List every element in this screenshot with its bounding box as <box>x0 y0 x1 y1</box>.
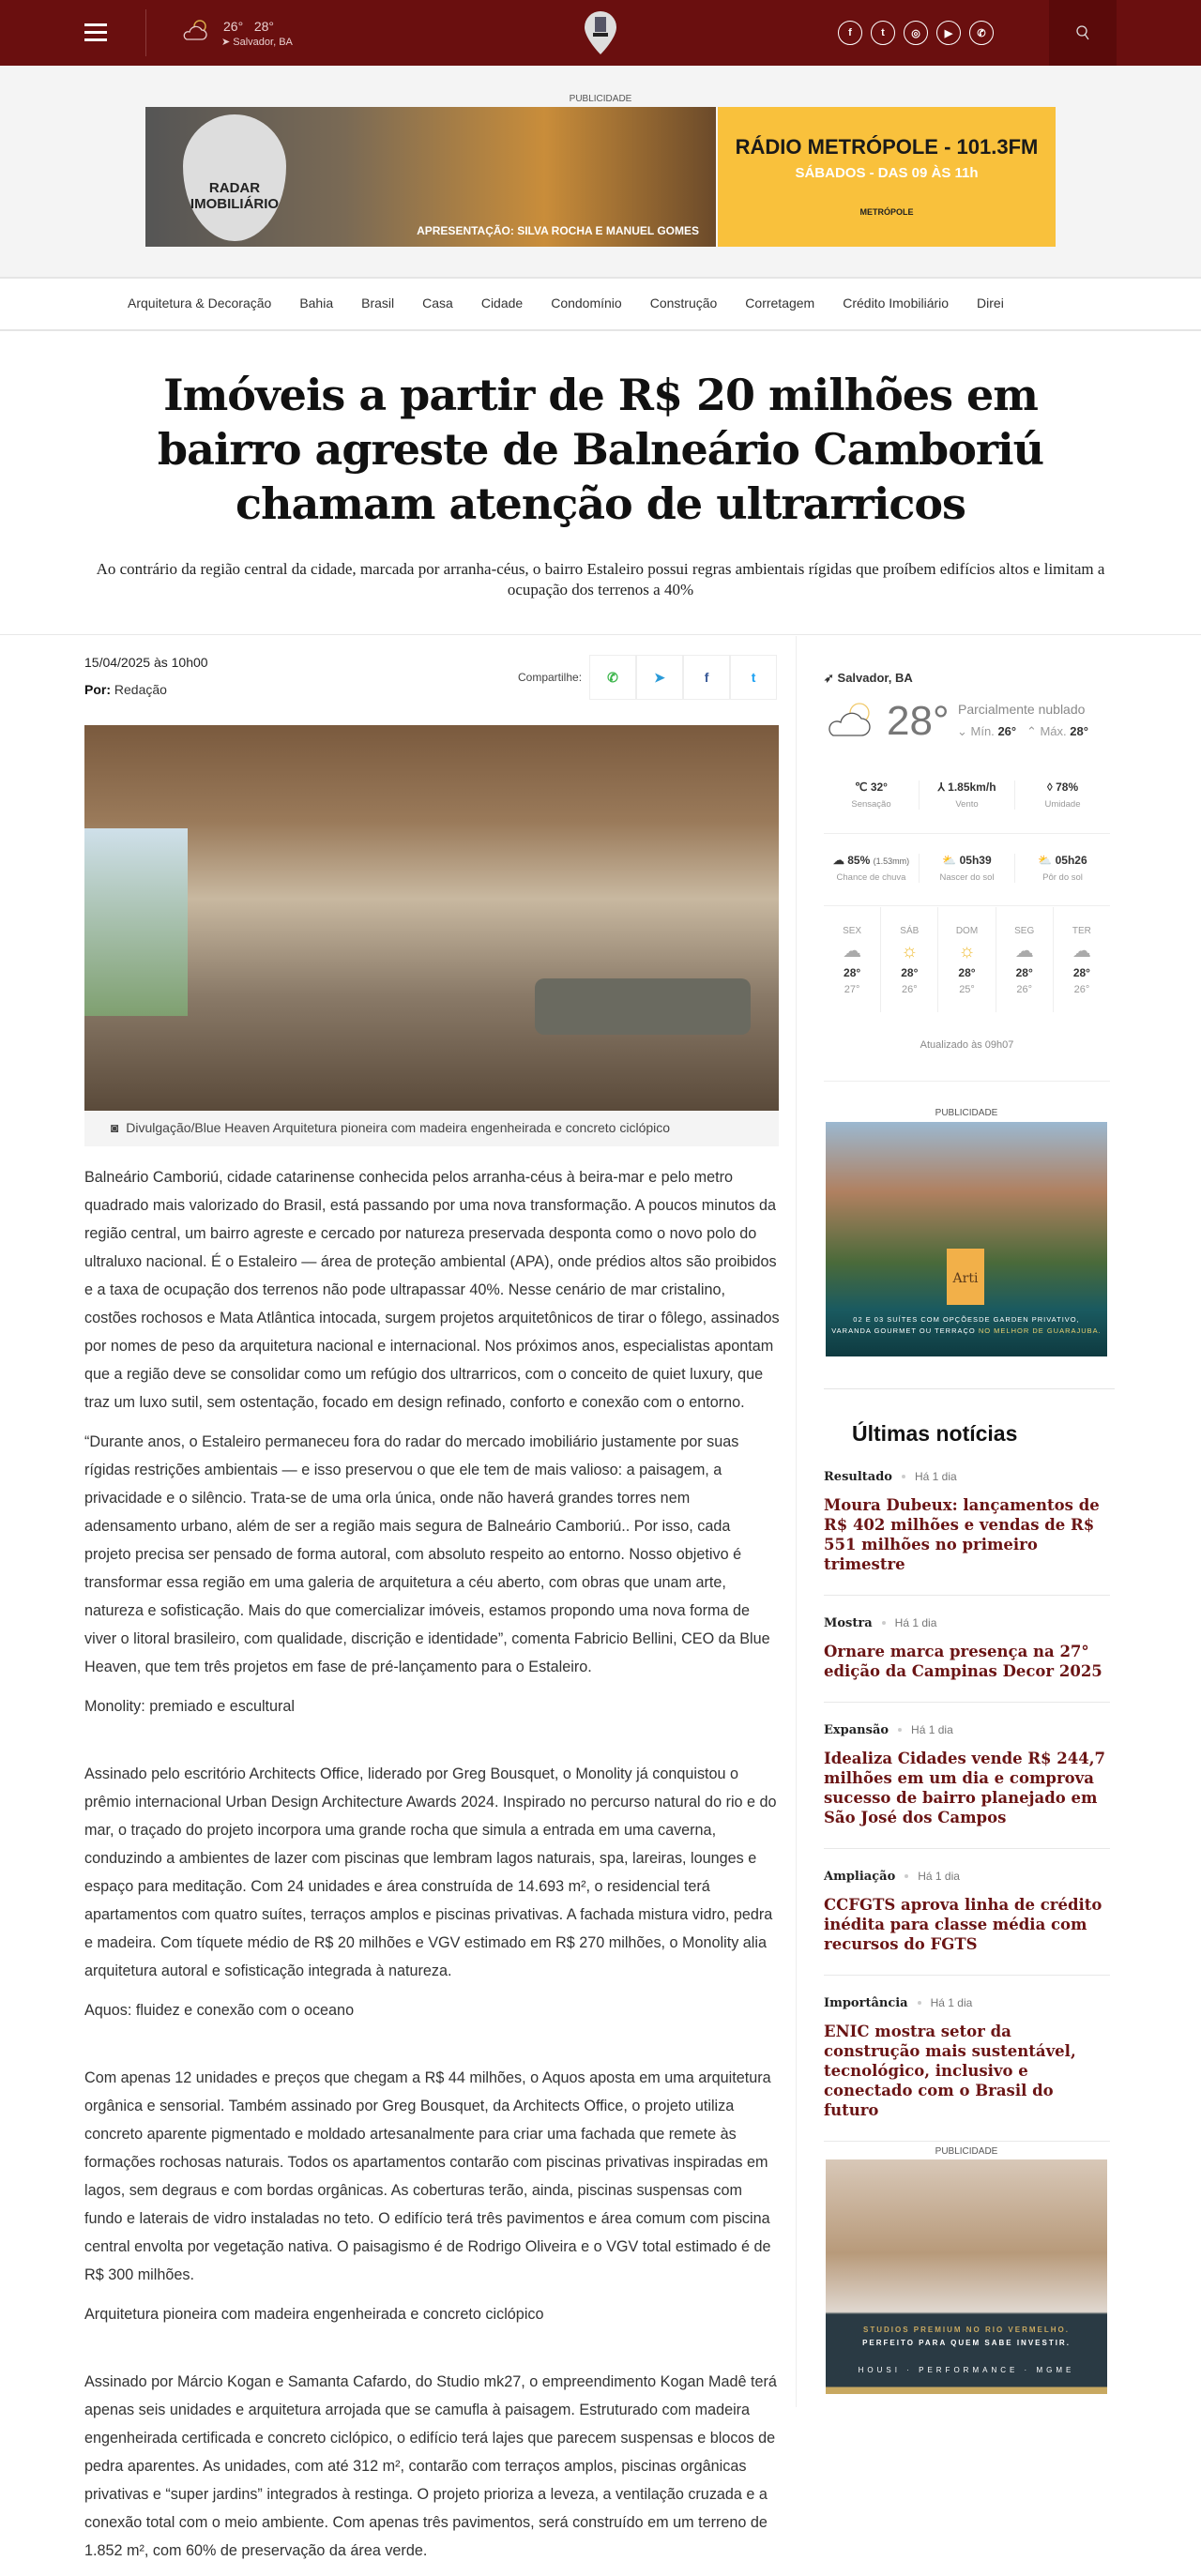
max-value: 28° <box>1070 724 1088 738</box>
site-logo[interactable] <box>582 9 619 56</box>
forecast-min: 27° <box>844 984 860 995</box>
article-title: Imóveis a partir de R$ 20 milhões em bairro agreste de Balneário Camboriú chamam atenção de ultrarricos <box>157 370 1044 529</box>
forecast-max: 28° <box>1072 966 1090 979</box>
news-headline-link[interactable]: Ornare marca presença na 27° edição da Campinas Decor 2025 <box>824 1643 1102 1680</box>
category-nav <box>0 277 1201 331</box>
section-heading: Monolity: premiado e escultural <box>84 1698 296 1715</box>
weather-location-text: Salvador, BA <box>837 671 913 685</box>
separator-dot <box>902 1475 905 1478</box>
stat-value: 05h39 <box>959 854 992 867</box>
news-headline-link[interactable]: Idealiza Cidades vende R$ 244,7 milhões em um dia e comprova sucesso de bairro planejado em São José dos Campos <box>824 1750 1105 1826</box>
divider <box>145 9 146 56</box>
nav-item[interactable]: Brasil <box>361 295 395 311</box>
weather-condition: Parcialmente nublado <box>958 702 1086 717</box>
news-item <box>824 1870 1110 1976</box>
whatsapp-icon[interactable]: ✆ <box>969 21 994 45</box>
paragraph: Com apenas 12 unidades e preços que chegam a R$ 44 milhões, o Aquos aposta em uma arquitetura orgânica e sensorial. Também assinado por Greg Bousquet, da Architects Office, o projeto utiliza concreto aparente pigmentado e moldado artesanalmente para criar uma fachada que remete às formações rochosas naturais. Todos os apartamentos contarão com piscinas privativas inspiradas em lagos, sem degraus e com bordas orgânicas. As coberturas terão, ainda, piscinas suspensas com fundo e laterais de vidro instaladas no teto. O edifício terá três pavimentos e área comum com piscina central envolta por vegetação nativa. O paisagismo é de Rodrigo Oliveira e o VGV total estimado é de R$ 300 milhões. <box>84 2069 771 2283</box>
news-time: Há 1 dia <box>918 1870 960 1883</box>
share-label: Compartilhe: <box>518 671 583 684</box>
news-item <box>824 1723 1110 1849</box>
forecast-min: 26° <box>1073 984 1090 995</box>
rain-cloud-icon: ☁ <box>832 854 844 867</box>
paragraph: “Durante anos, o Estaleiro permaneceu fora do radar do mercado imobiliário justamente por suas rígidas restrições ambientais — e isso preservou o que ele tem de mais valioso: a paisagem, a privacidade e o silêncio. Trata-se de uma orla única, onde não haverá grandes torres nem adensamento urbano, além de ser a região mais segura de Balneário Camboriú.. Por isso, cada projeto precisa ser pensado de forma autoral, com absoluto respeito ao entorno. Nosso objetivo é transformar essa região em uma galeria de arquitetura a céu aberto, com obras que unam arte, natureza e sofisticação. Mais do que comercializar imóveis, estamos propondo uma nova forma de viver o litoral brasileiro, com qualidade, discrição e identidade”, comenta Fabricio Bellini, CEO da Blue Heaven, que tem três projetos em fase de pré-lançamento para o Estaleiro. <box>84 1433 770 1675</box>
paragraph: Assinado pelo escritório Architects Office, liderado por Greg Bousquet, o Monolity já conquistou o prêmio internacional Urban Design Architecture Awards 2024. Inspirado no percurso natural do rio e do mar, o traçado do projeto incorpora uma grande rocha que simula a entrada em uma caverna, conduzindo a ambientes de lazer com piscinas que lembram lagos naturais, spa, lareiras, lounges e espaço para meditação. Com 24 unidades e área construída de 14.693 m², o residencial terá apartamentos com quatro suítes, terraços amplos e piscinas privativas. A fachada mistura vidro, pedra e madeira. Com tíquete médio de R$ 20 milhões e VGV estimado em R$ 270 milhões, o Monolity alia arquitetura autoral e sofisticação integrada à natureza. <box>84 1765 777 1979</box>
droplet-icon: ◊ <box>1046 780 1053 794</box>
header-weather <box>181 17 293 48</box>
ad-line: NO RIO VERMELHO. <box>965 2326 1070 2334</box>
sun-icon: ☼ <box>958 941 976 962</box>
temp-max: 28° <box>253 19 275 34</box>
ad-radio-panel <box>718 107 1056 247</box>
news-time: Há 1 dia <box>930 1996 973 2009</box>
wind-icon: ⅄ <box>937 780 945 794</box>
header-location: ➤ Salvador, BA <box>221 37 293 48</box>
forecast-min: 26° <box>1016 984 1033 995</box>
nav-item[interactable]: Corretagem <box>745 295 815 311</box>
ad-line: PERFEITO PARA QUEM SABE INVESTIR. <box>862 2339 1071 2347</box>
min-value: 26° <box>997 724 1017 738</box>
weather-location <box>824 671 913 686</box>
image-caption <box>84 1111 779 1146</box>
facebook-icon[interactable]: f <box>838 21 862 45</box>
min-label: Mín. <box>970 724 995 738</box>
paragraph: Assinado por Márcio Kogan e Samanta Cafardo, do Studio mk27, o empreendimento Kogan Madê terá apenas seis unidades e arquitetura arrojada que se camufla à paisagem. Estruturado com madeira engenheirada certificada e concreto ciclópico, o edifício terá lajes que parecem suspensas e blocos de pedra aparentes. As unidades, com até 312 m², contarão com terraços amplos, piscinas orgânicas privativas e “super jardins” integrados à restinga. O projeto prioriza a leveza, a ventilação cruzada e a conexão total com o meio ambiente. Com apenas três pavimentos, será construído em um terreno de 1.852 m², com 60% de preservação da área verde. <box>84 2373 777 2559</box>
sun-icon: ☼ <box>901 941 919 962</box>
divider <box>824 905 1110 906</box>
stat-feels-like <box>824 780 920 810</box>
section-heading: Arquitetura pioneira com madeira engenheirada e concreto ciclópico <box>84 2306 544 2323</box>
separator-dot <box>882 1621 886 1625</box>
news-headline-link[interactable]: Moura Dubeux: lançamentos de R$ 402 milhões e vendas de R$ 551 milhões no primeiro trimestre <box>824 1496 1100 1573</box>
news-tag[interactable]: Expansão <box>824 1723 889 1737</box>
forecast-min: 26° <box>901 984 918 995</box>
nav-item[interactable]: Construção <box>649 295 718 311</box>
news-item <box>824 1996 1110 2142</box>
news-tag[interactable]: Ampliação <box>824 1870 896 1884</box>
weather-stats-2 <box>824 854 1110 883</box>
ad-brand: METRÓPOLE <box>859 207 914 217</box>
nav-item[interactable]: Crédito Imobiliário <box>843 295 950 311</box>
temp-min: 26° <box>223 19 244 34</box>
divider <box>824 833 1110 834</box>
latest-news-title: Últimas notícias <box>852 1421 1018 1446</box>
instagram-icon[interactable]: ◎ <box>904 21 928 45</box>
top-ad-banner[interactable] <box>145 107 1056 247</box>
partly-cloudy-icon <box>826 696 882 743</box>
news-time: Há 1 dia <box>914 1470 957 1483</box>
nav-item[interactable]: Arquitetura & Decoração <box>128 295 272 311</box>
news-item <box>824 1616 1110 1703</box>
ad-radio-title: RÁDIO METRÓPOLE - 101.3FM <box>735 135 1039 159</box>
article-image <box>84 725 779 1111</box>
forecast-day <box>881 907 938 1012</box>
ad-line-highlight: STUDIOS PREMIUM <box>862 2326 966 2334</box>
stat-value: 32° <box>870 780 888 794</box>
stat-value: 78% <box>1056 780 1079 794</box>
separator-dot <box>905 1874 908 1878</box>
article-body <box>84 1163 781 2576</box>
thermometer-icon: ℃ <box>855 780 868 794</box>
article-date: 15/04/2025 às 10h00 <box>84 655 208 670</box>
divider <box>824 1388 1115 1389</box>
stat-wind <box>920 780 1015 810</box>
forecast-max: 28° <box>844 966 861 979</box>
news-headline-link[interactable]: CCFGTS aprova linha de crédito inédita para classe média com recursos do FGTS <box>824 1896 1102 1953</box>
share-whatsapp-button[interactable]: ✆ <box>589 655 636 700</box>
share-twitter-button[interactable]: t <box>730 655 777 700</box>
forecast-day-label: SEG <box>1014 926 1035 936</box>
by-label: Por: <box>84 682 111 697</box>
sunset-icon: ⛅ <box>1038 854 1053 867</box>
forecast-max: 28° <box>958 966 976 979</box>
stat-sunrise <box>920 854 1015 883</box>
weather-stats <box>824 780 1110 810</box>
stat-extra: (1.53mm) <box>873 856 910 866</box>
stat-rain <box>824 854 920 883</box>
ad-label: PUBLICIDADE <box>935 1108 998 1118</box>
stat-humidity <box>1015 780 1110 810</box>
stat-label: Pôr do sol <box>1042 872 1083 883</box>
menu-icon[interactable] <box>84 23 107 42</box>
divider <box>824 1081 1110 1082</box>
location-text: Salvador, BA <box>233 37 293 48</box>
news-headline-link[interactable]: ENIC mostra setor da construção mais sustentável, tecnológico, inclusivo e conectado com o Brasil do futuro <box>824 2023 1076 2119</box>
ad-label: PUBLICIDADE <box>569 94 632 104</box>
stat-value: 1.85km/h <box>948 780 996 794</box>
weather-temp: 28° <box>887 698 950 744</box>
forecast-day <box>1054 907 1110 1012</box>
forecast-day <box>824 907 881 1012</box>
rain-cloud-icon: ☁ <box>843 941 862 962</box>
sidebar-ad-studios[interactable] <box>826 2159 1107 2394</box>
social-links <box>838 21 994 45</box>
latest-news-list <box>824 1470 1110 2162</box>
max-label: Máx. <box>1040 724 1067 738</box>
stat-value: 85% <box>847 854 871 867</box>
paragraph: Balneário Camboriú, cidade catarinense conhecida pelos arranha-céus à beira-mar e pelo metro quadrado mais valorizado do Brasil, está passando por uma nova transformação. A poucos minutos da região central, um bairro agreste e cercado por natureza preservada desponta como o novo polo do ultraluxo nacional. É o Estaleiro — área de proteção ambiental (APA), onde prédios altos são proibidos e a taxa de ocupação dos terrenos não pode ultrapassar 40%. Nesse cenário de mar cristalino, costões rochosos e Mata Atlântica intocada, surgem projetos arquitetônicos de tirar o fôlego, assinados por nomes de peso da arquitetura nacional e internacional. Nos próximos anos, especialistas apontam que a região deve se consolidar como um refúgio dos ultrarricos, com o conceito de quiet luxury, que traz um luxo sutil, sem ostentação, focado em design refinado, conforto e conexão com o entorno. <box>84 1169 780 1411</box>
search-button[interactable] <box>1049 0 1117 66</box>
partly-cloudy-icon <box>181 17 211 43</box>
nav-item[interactable]: Direi <box>977 295 1004 311</box>
forecast-day-label: DOM <box>955 926 979 936</box>
rain-cloud-icon: ☁ <box>1014 941 1034 962</box>
ad-line: 02 E 03 SUÍTES COM OPÇÕESDE GARDEN PRIVATIVO, <box>853 1315 1080 1324</box>
stat-sunset <box>1015 854 1110 883</box>
forecast-day-label: SEX <box>843 926 862 936</box>
nav-item[interactable]: Bahia <box>299 295 334 311</box>
article-subtitle: Ao contrário da região central da cidade, marcada por arranha-céus, o bairro Estaleiro possui regras ambientais rígidas que proíbem edifícios altos e limitam a ocupação dos terrenos a 40% <box>96 560 1105 599</box>
share-telegram-button[interactable]: ➤ <box>636 655 683 700</box>
stat-label: Sensação <box>851 799 891 810</box>
separator-dot <box>918 2001 921 2005</box>
search-icon <box>1076 25 1089 40</box>
site-header <box>0 0 1201 66</box>
section-heading: Aquos: fluidez e conexão com o oceano <box>84 2002 355 2019</box>
news-tag[interactable]: Resultado <box>824 1470 892 1484</box>
ad-text <box>826 1314 1107 1337</box>
forecast-day-label: TER <box>1072 926 1091 936</box>
forecast-max: 28° <box>1015 966 1033 979</box>
stat-label: Nascer do sol <box>939 872 995 883</box>
news-tag[interactable]: Importância <box>824 1996 908 2010</box>
stat-label: Chance de chuva <box>836 872 906 883</box>
nav-item[interactable]: Cidade <box>480 295 524 311</box>
stat-value: 05h26 <box>1055 854 1087 867</box>
sidebar-divider <box>796 636 797 2407</box>
news-time: Há 1 dia <box>911 1723 953 1736</box>
ad-brands: HOUSI · PERFORMANCE · MGME <box>858 2366 1075 2374</box>
article-byline <box>84 682 167 697</box>
separator-dot <box>898 1728 902 1732</box>
arti-logo: Arti <box>947 1249 984 1305</box>
top-ad-area <box>0 66 1201 277</box>
stat-label: Vento <box>955 799 979 810</box>
ad-label: PUBLICIDADE <box>935 2146 998 2157</box>
weather-updated: Atualizado às 09h07 <box>920 1039 1014 1051</box>
twitter-icon[interactable]: t <box>871 21 895 45</box>
forecast <box>824 907 1110 1012</box>
author: Redação <box>114 682 167 697</box>
ad-presenters: APRESENTAÇÃO: SILVA ROCHA E MANUEL GOMES <box>417 224 699 237</box>
youtube-icon[interactable]: ▶ <box>936 21 961 45</box>
forecast-day-label: SÁB <box>900 926 920 936</box>
news-tag[interactable]: Mostra <box>824 1616 873 1630</box>
camera-icon: ◙ <box>111 1120 119 1135</box>
rain-cloud-icon: ☁ <box>1072 941 1091 962</box>
ad-line: VARANDA GOURMET OU TERRAÇO <box>831 1326 979 1335</box>
ad-text <box>826 2324 1107 2350</box>
forecast-day <box>996 907 1054 1012</box>
divider <box>0 634 1201 635</box>
forecast-max: 28° <box>901 966 919 979</box>
forecast-day <box>938 907 996 1012</box>
ad-schedule: SÁBADOS - DAS 09 ÀS 11h <box>795 165 979 181</box>
sunrise-icon: ⛅ <box>942 854 957 867</box>
nav-item[interactable]: Casa <box>422 295 453 311</box>
share-bar <box>518 655 777 700</box>
radar-logo: RADAR IMOBILIÁRIO <box>183 114 286 241</box>
stat-label: Umidade <box>1044 799 1081 810</box>
news-item <box>824 1470 1110 1596</box>
ad-line-highlight: NO MELHOR DE GUARAJUBA. <box>978 1326 1102 1335</box>
ad-city-image <box>145 107 716 247</box>
sidebar-ad-arti[interactable] <box>826 1122 1107 1356</box>
caption-text: Divulgação/Blue Heaven Arquitetura pioneira com madeira engenheirada e concreto ciclópico <box>126 1120 671 1135</box>
forecast-min: 25° <box>959 984 975 995</box>
share-facebook-button[interactable]: f <box>683 655 730 700</box>
nav-item[interactable]: Condomínio <box>551 295 622 311</box>
weather-minmax: ⌄ Mín. 26° ⌃ Máx. 28° <box>957 724 1088 738</box>
news-time: Há 1 dia <box>894 1616 937 1629</box>
location-arrow-icon: ➶ <box>824 671 834 685</box>
